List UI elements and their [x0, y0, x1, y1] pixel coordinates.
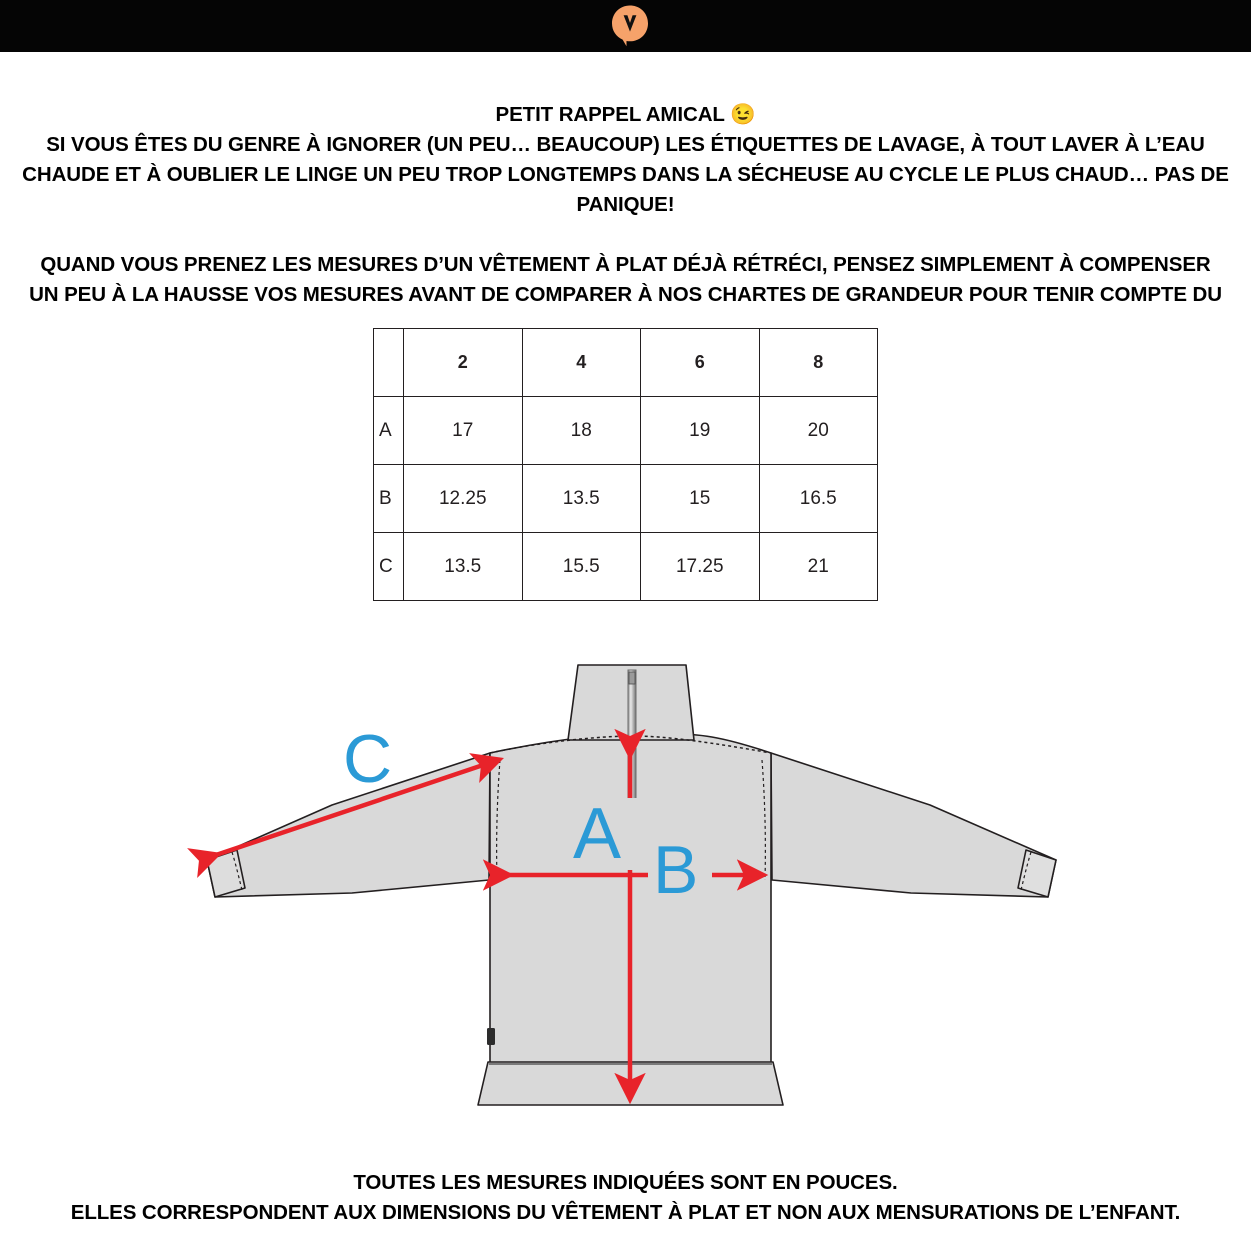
copy-spacer: [20, 220, 1231, 250]
table-cell-a-4: 18: [522, 397, 641, 465]
table-col-header-0: 2: [404, 329, 523, 397]
table-cell-a-8: 20: [759, 397, 878, 465]
table-row: [374, 397, 878, 465]
intro-line-2: SI VOUS ÊTES DU GENRE À IGNORER (UN PEU… BEAUCOUP) LES ÉTIQUETTES DE LAVAGE, À TOUT LAVER À L’EAU: [46, 133, 1205, 156]
intro-line-6: UN PEU À LA HAUSSE VOS MESURES AVANT DE COMPARER À NOS CHARTES DE GRANDEUR POUR TENIR COMPTE DU: [29, 283, 1222, 306]
intro-line-4: PANIQUE!: [576, 193, 675, 216]
right-sleeve: [771, 753, 1056, 897]
table-col-header-1: 4: [522, 329, 641, 397]
footer-line-1: TOUTES LES MESURES INDIQUÉES SONT EN POUCES.: [353, 1171, 898, 1194]
table-row-label-b: B: [374, 465, 404, 533]
top-black-bar: [0, 0, 1251, 52]
table-col-header-3: 8: [759, 329, 878, 397]
table-cell-a-6: 19: [641, 397, 760, 465]
label-c: C: [343, 721, 393, 797]
label-b: B: [653, 832, 699, 908]
garment-measurement-diagram: [0, 650, 1251, 1140]
footer-line-2: ELLES CORRESPONDENT AUX DIMENSIONS DU VÊTEMENT À PLAT ET NON AUX MENSURATIONS DE L’ENFANT.: [70, 1201, 1181, 1224]
size-chart: [373, 328, 878, 601]
size-chart-table: [373, 328, 878, 601]
brand-logo[interactable]: [607, 2, 653, 48]
table-header-row: [374, 329, 878, 397]
table-row: [374, 533, 878, 601]
table-row-label-c: C: [374, 533, 404, 601]
table-cell-c-6: 17.25: [641, 533, 760, 601]
intro-copy: [20, 100, 1231, 310]
footer-copy: [20, 1168, 1231, 1228]
table-cell-b-8: 16.5: [759, 465, 878, 533]
table-row: [374, 465, 878, 533]
intro-line-5: QUAND VOUS PRENEZ LES MESURES D’UN VÊTEMENT À PLAT DÉJÀ RÉTRÉCI, PENSEZ SIMPLEMENT À COMPENSER: [40, 253, 1211, 276]
table-cell-a-2: 17: [404, 397, 523, 465]
table-row-label-a: A: [374, 397, 404, 465]
speech-bubble-v-logo-icon: [607, 2, 653, 48]
table-cell-c-8: 21: [759, 533, 878, 601]
care-tag: [487, 1028, 495, 1045]
table-cell-c-2: 13.5: [404, 533, 523, 601]
table-corner-cell: [374, 329, 404, 397]
table-col-header-2: 6: [641, 329, 760, 397]
zipper-pull: [629, 672, 635, 684]
intro-line-3: CHAUDE ET À OUBLIER LE LINGE UN PEU TROP LONGTEMPS DANS LA SÉCHEUSE AU CYCLE LE PLUS CHAUD… PAS DE: [22, 163, 1229, 186]
intro-line-1: PETIT RAPPEL AMICAL 😉: [495, 103, 756, 126]
table-cell-b-4: 13.5: [522, 465, 641, 533]
table-cell-b-6: 15: [641, 465, 760, 533]
label-a: A: [573, 794, 622, 874]
table-cell-c-4: 15.5: [522, 533, 641, 601]
table-cell-b-2: 12.25: [404, 465, 523, 533]
